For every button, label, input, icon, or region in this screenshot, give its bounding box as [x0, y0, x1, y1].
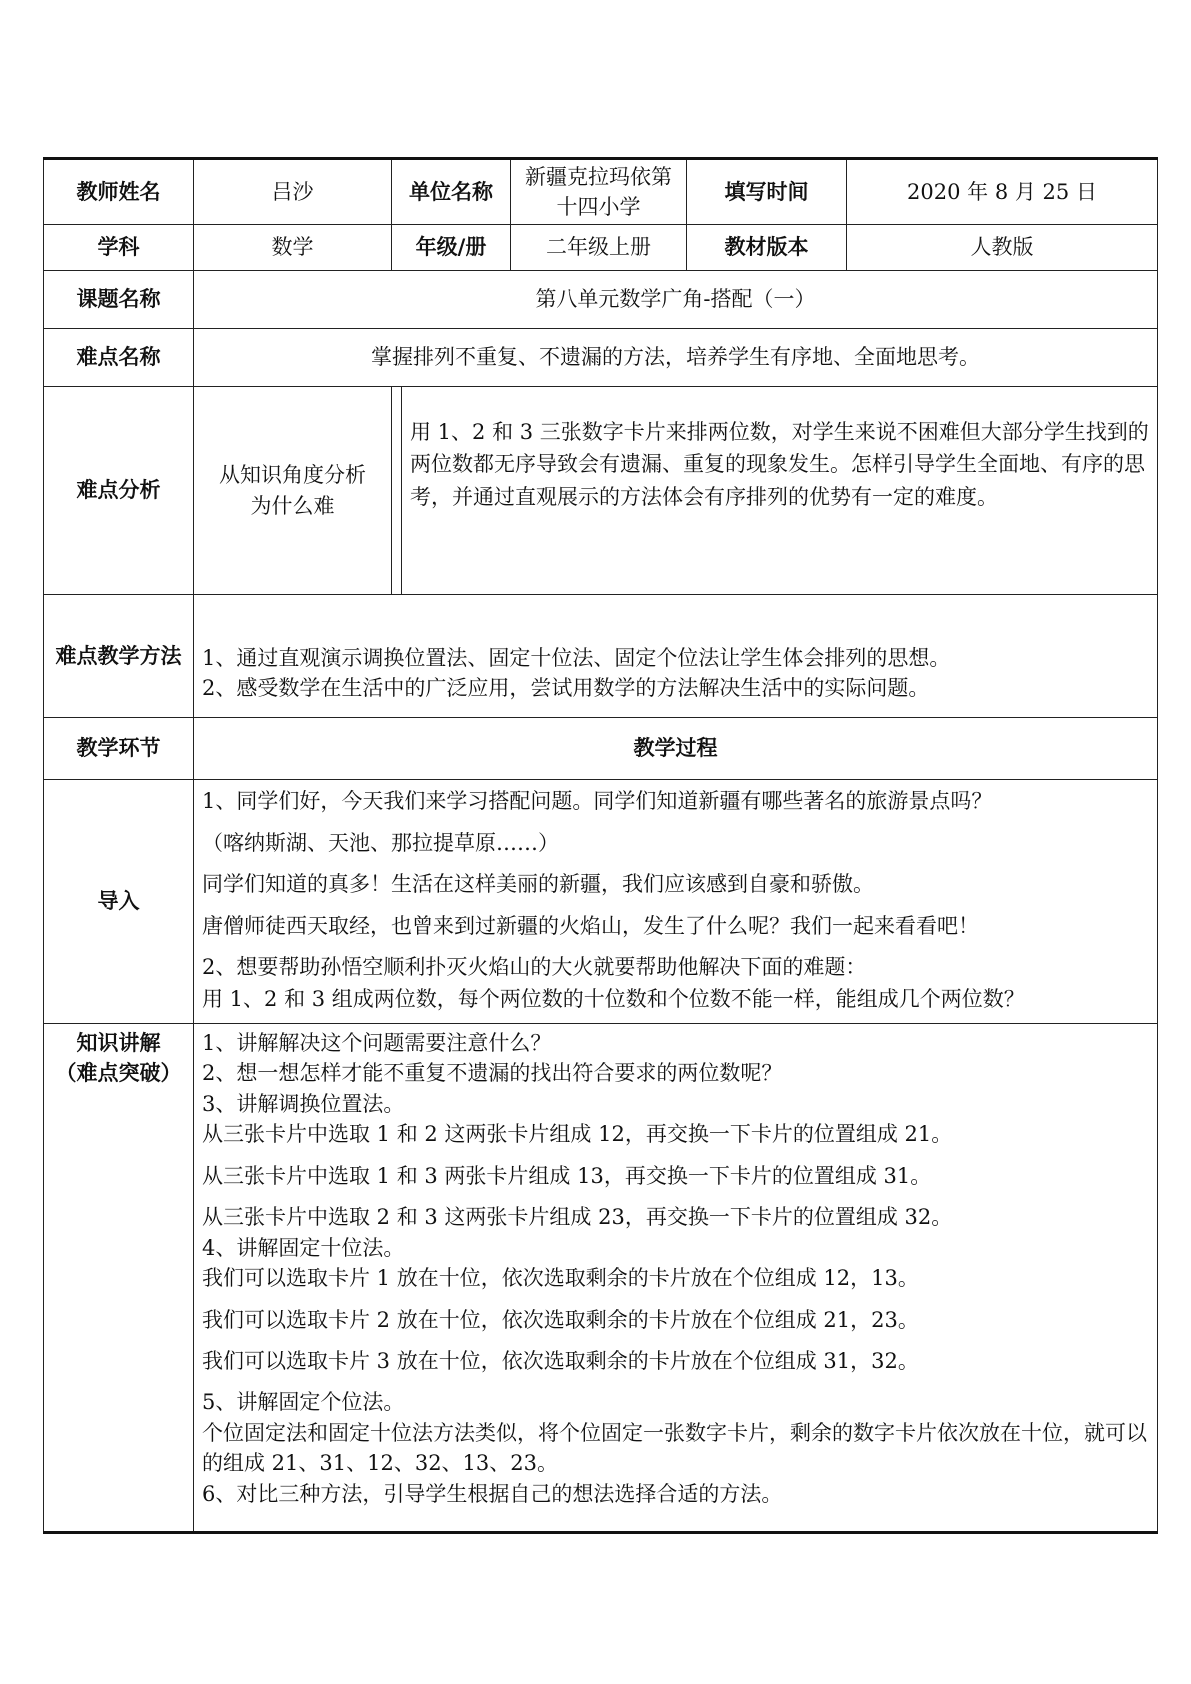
intro-line-4: 唐僧师徒西天取经，也曾来到过新疆的火焰山，发生了什么呢？我们一起来看看吧！ — [202, 913, 979, 938]
grade-label: 年级/册 — [392, 225, 511, 271]
subject-value: 数学 — [194, 225, 392, 271]
method-content — [194, 595, 1158, 718]
intro-line-5: 2、想要帮助孙悟空顺利扑灭火焰山的大火就要帮助他解决下面的难题： — [202, 955, 867, 979]
intro-label: 导入 — [44, 780, 194, 1024]
analysis-label: 难点分析 — [44, 387, 194, 595]
knowledge-line-10: 我们可以选取卡片 3 放在十位，依次选取剩余的卡片放在个位组成 31，32。 — [202, 1348, 919, 1373]
knowledge-line-12: 个位固定法和固定十位法方法类似，将个位固定一张数字卡片，剩余的数字卡片依次放在十位，就可以的组成 21、31、12、32、13、23。 — [202, 1420, 1147, 1476]
edition-value: 人教版 — [847, 225, 1158, 271]
unit-name-value: 新疆克拉玛依第十四小学 — [511, 159, 687, 225]
knowledge-line-2: 2、想一想怎样才能不重复不遗漏的找出符合要求的两位数呢？ — [202, 1061, 783, 1086]
analysis-divider — [392, 387, 402, 595]
knowledge-line-1: 1、讲解解决这个问题需要注意什么？ — [202, 1031, 552, 1055]
knowledge-label-line-2: （难点突破） — [55, 1061, 182, 1086]
edition-label: 教材版本 — [687, 225, 847, 271]
knowledge-line-9: 我们可以选取卡片 2 放在十位，依次选取剩余的卡片放在个位组成 21，23。 — [202, 1307, 919, 1332]
teacher-name-label: 教师姓名 — [44, 159, 194, 225]
method-line-2: 2、感受数学在生活中的广泛应用，尝试用数学的方法解决生活中的实际问题。 — [202, 676, 930, 700]
section-header-right: 教学过程 — [194, 718, 1158, 780]
intro-line-6: 用 1、2 和 3 组成两位数，每个两位数的十位数和个位数不能一样，能组成几个两位数？ — [202, 986, 1025, 1011]
fill-date-value: 2020 年 8 月 25 日 — [847, 159, 1158, 225]
analysis-value: 用 1、2 和 3 三张数字卡片来排两位数，对学生来说不困难但大部分学生找到的两位数都无序导致会有遗漏、重复的现象发生。怎样引导学生全面地、有序的思考，并通过直观展示的方法体会有序排列的优势有一定的难度。 — [402, 387, 1158, 595]
knowledge-line-6: 从三张卡片中选取 2 和 3 这两张卡片组成 23，再交换一下卡片的位置组成 32。 — [202, 1205, 953, 1230]
knowledge-content — [194, 1024, 1158, 1533]
knowledge-line-13: 6、对比三种方法，引导学生根据自己的想法选择合适的方法。 — [202, 1481, 783, 1506]
intro-line-2: （喀纳斯湖、天池、那拉提草原……） — [202, 830, 559, 855]
topic-value: 第八单元数学广角-搭配（一） — [194, 271, 1158, 329]
unit-name-label: 单位名称 — [392, 159, 511, 225]
knowledge-label-line-1: 知识讲解 — [76, 1031, 161, 1055]
difficulty-label: 难点名称 — [44, 329, 194, 387]
intro-line-1: 1、同学们好，今天我们来学习搭配问题。同学们知道新疆有哪些著名的旅游景点吗？ — [202, 789, 993, 813]
section-header-left: 教学环节 — [44, 718, 194, 780]
knowledge-line-3: 3、讲解调换位置法。 — [202, 1091, 405, 1116]
knowledge-line-4: 从三张卡片中选取 1 和 2 这两张卡片组成 12，再交换一下卡片的位置组成 21。 — [202, 1122, 953, 1147]
knowledge-line-5: 从三张卡片中选取 1 和 3 两张卡片组成 13，再交换一下卡片的位置组成 31。 — [202, 1163, 932, 1188]
subject-label: 学科 — [44, 225, 194, 271]
method-line-1: 1、通过直观演示调换位置法、固定十位法、固定个位法让学生体会排列的思想。 — [202, 645, 951, 670]
topic-label: 课题名称 — [44, 271, 194, 329]
knowledge-label — [44, 1024, 194, 1533]
difficulty-value: 掌握排列不重复、不遗漏的方法，培养学生有序地、全面地思考。 — [194, 329, 1158, 387]
lesson-plan-table — [43, 157, 1158, 1534]
method-label: 难点教学方法 — [44, 595, 194, 718]
knowledge-line-8: 我们可以选取卡片 1 放在十位，依次选取剩余的卡片放在个位组成 12，13。 — [202, 1266, 919, 1291]
grade-value: 二年级上册 — [511, 225, 687, 271]
intro-line-3: 同学们知道的真多！生活在这样美丽的新疆，我们应该感到自豪和骄傲。 — [202, 872, 874, 896]
intro-content — [194, 780, 1158, 1024]
knowledge-line-11: 5、讲解固定个位法。 — [202, 1390, 405, 1415]
fill-date-label: 填写时间 — [687, 159, 847, 225]
knowledge-line-7: 4、讲解固定十位法。 — [202, 1235, 405, 1260]
analysis-sub-label: 从知识角度分析为什么难 — [194, 387, 392, 595]
teacher-name-value: 吕沙 — [194, 159, 392, 225]
